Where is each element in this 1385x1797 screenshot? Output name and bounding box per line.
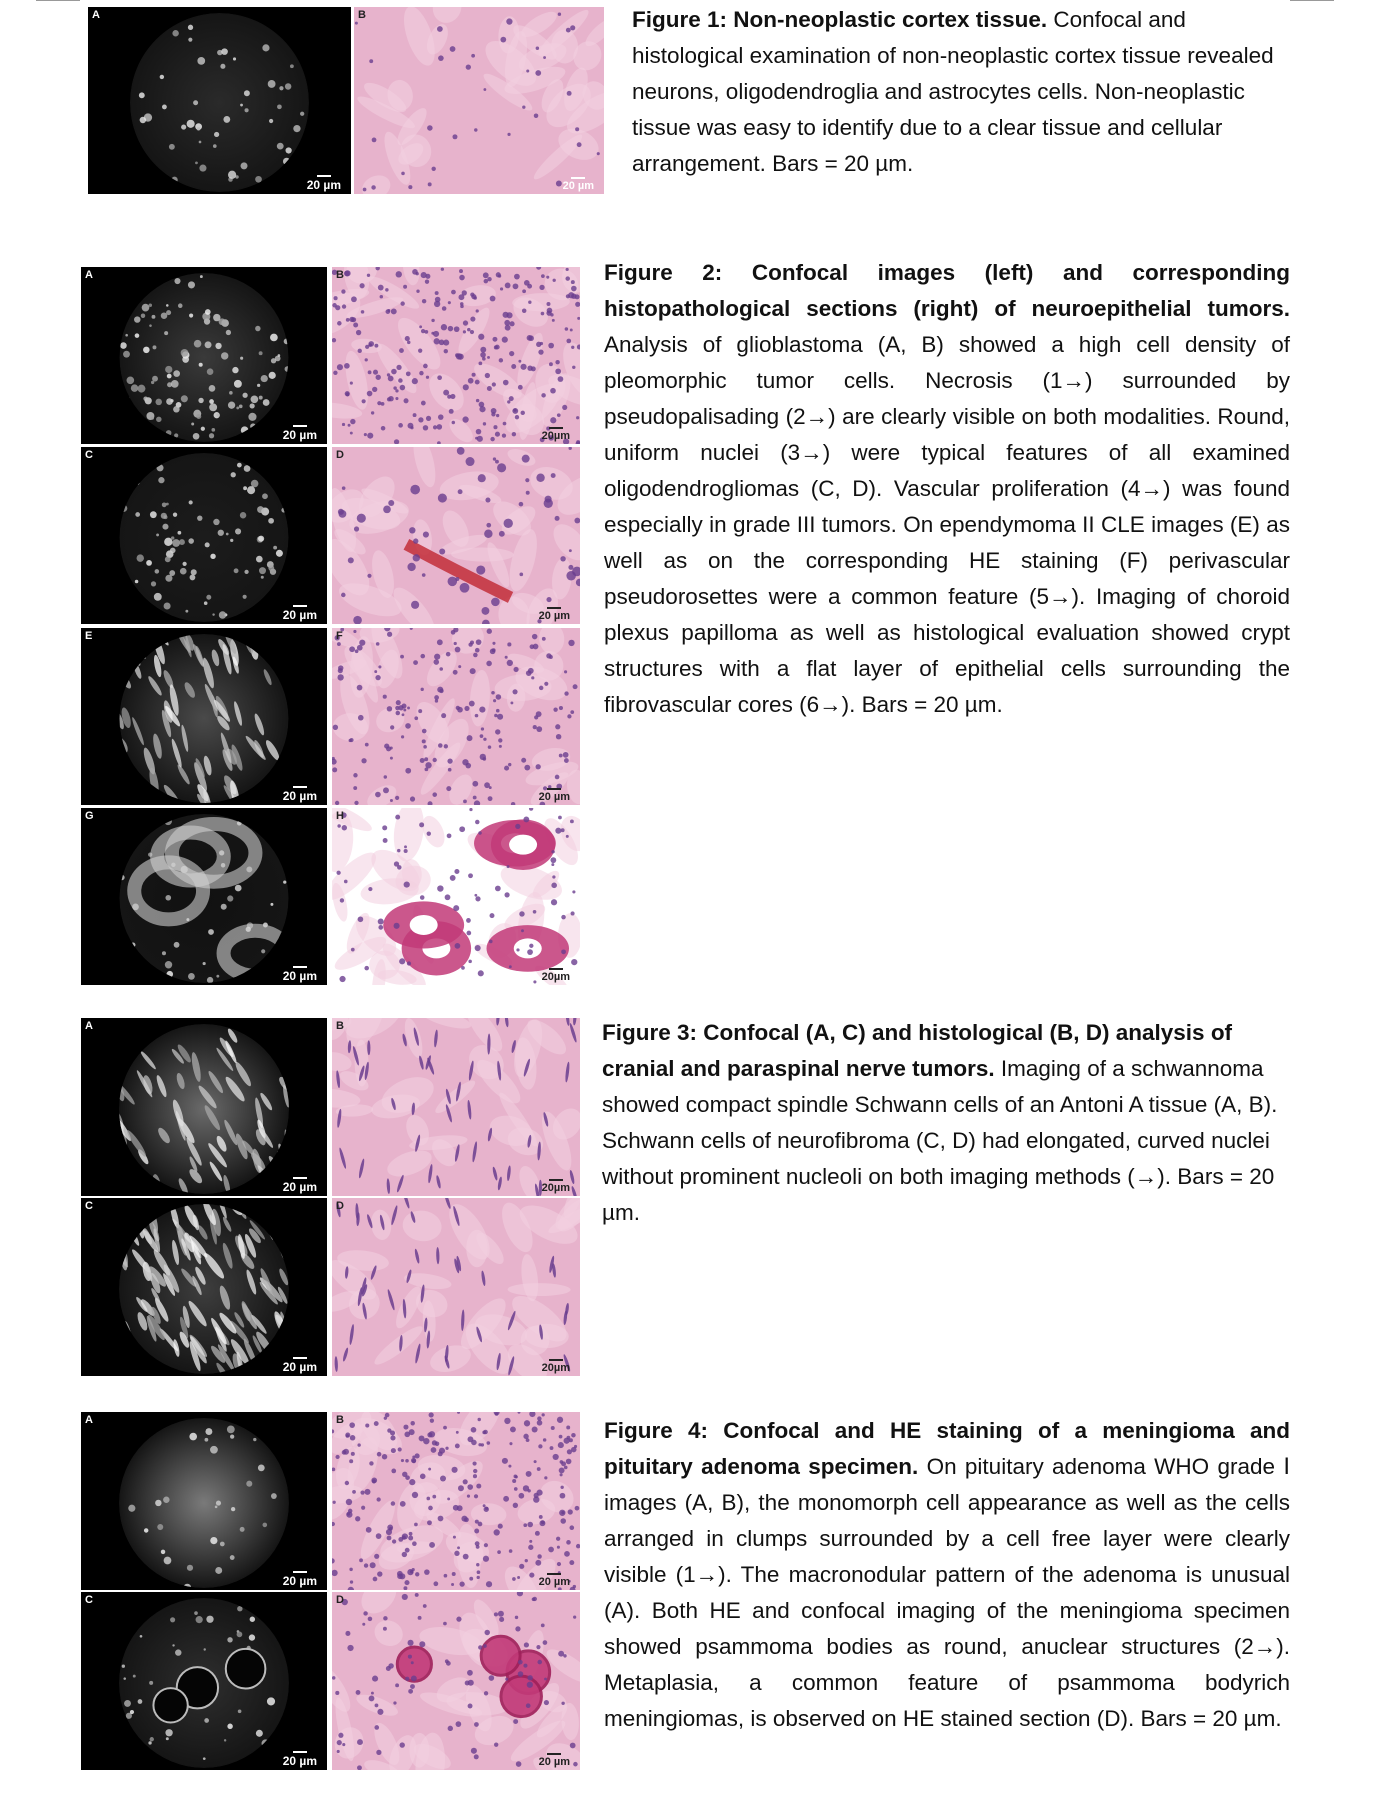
panel-label: C [85,1594,93,1606]
caption-body: Analysis of glioblastoma (A, B) showed a high cell density of pleomorphic tumor cells. Necrosis (1→) surrounded by pseudopalisading (2→) are clearly visible on both modalities. Round, uniform nuclei (3→) were typical features of all examined oligodendrogliomas (C, D). Vascular proliferation (4→) was found especially in grade III tumors. On ependymoma II CLE images (E) as well as on the corresponding HE staining (F) perivascular pseudorosettes were a common feature (5→). Imaging of choroid plexus papilloma as well as histological evaluation showed crypt structures with a flat layer of epithelial cells surrounding the fibrovascular cores (6→). Bars = 20 µm. [604,332,1290,717]
figure-2-panel-b [332,267,580,444]
caption-body: Confocal and histological examination of non-neoplastic cortex tissue revealed neurons, oligodendroglia and astrocytes cells. Non-neoplastic tissue was easy to identify due to a clear tissue and cellular arrangement. Bars = 20 µm. [632,7,1274,176]
figure-3-panel-b [332,1018,580,1196]
figure-4-panel-c [81,1592,327,1770]
panel-label: D [336,1594,344,1606]
scale-bar: 20 µm [563,177,594,192]
scale-bar: 20 µm [283,605,317,622]
caption-title: Figure 3: Confocal (A, C) and histological (B, D) analysis of cranial and paraspinal nerve tumors. [602,1020,1233,1081]
scale-bar: 20 µm [283,1177,317,1194]
micrograph-image [81,1592,327,1770]
panel-label: C [85,1200,93,1212]
micrograph-image [88,7,351,194]
scale-bar: 20 µm [539,607,570,622]
scale-bar: 20 µm [539,1573,570,1588]
micrograph-image [332,628,580,805]
page-top-rule-left [36,0,80,1]
figure-3-panel-d [332,1198,580,1376]
figure-4-panel-a [81,1412,327,1590]
panel-label: A [85,1020,93,1032]
scale-bar: 20 µm [307,175,341,192]
micrograph-image [354,7,604,194]
panel-label: E [85,630,93,642]
caption-title: Figure 2: Confocal images (left) and corresponding histopathological sections (right) of neuroepithelial tumors. [604,260,1290,321]
micrograph-image [332,1592,580,1770]
micrograph-image [81,1198,327,1376]
panel-label: H [336,810,344,822]
panel-label: B [336,1414,344,1426]
figure-1-caption [632,2,1282,182]
page-top-rule-right [1290,0,1334,1]
panel-label: A [85,269,93,281]
figure-2-panel-f [332,628,580,805]
panel-label: D [336,449,344,461]
figure-2-panel-h [332,808,580,985]
panel-label: A [85,1414,93,1426]
figure-3-panel-a [81,1018,327,1196]
scale-bar: 20 µm [539,1753,570,1768]
panel-label: G [85,810,94,822]
micrograph-image [81,808,327,985]
panel-label: A [92,9,100,21]
figure-2-caption [604,255,1290,723]
scale-bar: 20 µm [283,425,317,442]
panel-label: B [336,1020,344,1032]
micrograph-image [332,1412,580,1590]
scale-bar: 20µm [542,427,570,442]
micrograph-image [332,808,580,985]
caption-body: Imaging of a schwannoma showed compact spindle Schwann cells of an Antoni A tissue (A, B). Schwann cells of neurofibroma (C, D) had elongated, curved nuclei without prominent nucleoli on both imaging methods (→). Bars = 20 µm. [602,1056,1278,1225]
panel-label: D [336,1200,344,1212]
scale-bar: 20 µm [283,1571,317,1588]
micrograph-image [332,1198,580,1376]
figure-4-panel-b [332,1412,580,1590]
figure-2-panel-g [81,808,327,985]
figure-2-panel-a [81,267,327,444]
panel-label: F [336,630,343,642]
figure-4-panel-d [332,1592,580,1770]
figure-1-panel-b [354,7,604,194]
caption-title: Figure 4: Confocal and HE staining of a meningioma and pituitary adenoma specimen. [604,1418,1290,1479]
micrograph-image [332,447,580,624]
micrograph-image [332,1018,580,1196]
micrograph-image [81,1412,327,1590]
caption-title: Figure 1: Non-neoplastic cortex tissue. [632,7,1048,32]
figure-4-caption [604,1413,1290,1737]
figure-2-panel-c [81,447,327,624]
micrograph-image [81,628,327,805]
scale-bar: 20 µm [283,1357,317,1374]
scale-bar: 20 µm [283,966,317,983]
micrograph-image [81,267,327,444]
micrograph-image [332,267,580,444]
panel-label: B [358,9,366,21]
scale-bar: 20 µm [539,788,570,803]
scale-bar: 20 µm [283,1751,317,1768]
panel-label: C [85,449,93,461]
scale-bar: 20µm [542,1359,570,1374]
figure-1-panel-a [88,7,351,194]
scale-bar: 20µm [542,968,570,983]
figure-3-panel-c [81,1198,327,1376]
scale-bar: 20 µm [283,786,317,803]
micrograph-image [81,447,327,624]
figure-2-panel-d [332,447,580,624]
panel-label: B [336,269,344,281]
figure-2-panel-e [81,628,327,805]
micrograph-image [81,1018,327,1196]
scale-bar: 20µm [542,1179,570,1194]
caption-body: On pituitary adenoma WHO grade Ⅰ images (A, B), the monomorph cell appearance as well as the cells arranged in clumps surrounded by a cell free layer were clearly visible (1→). The macronodular pattern of the adenoma is unusual (A). Both HE and confocal imaging of the meningioma specimen showed psammoma bodies as round, anuclear structures (2→). Metaplasia, a common feature of psammoma bodyrich meningiomas, is observed on HE stained section (D). Bars = 20 µm. [604,1454,1291,1731]
figure-3-caption [602,1015,1292,1231]
